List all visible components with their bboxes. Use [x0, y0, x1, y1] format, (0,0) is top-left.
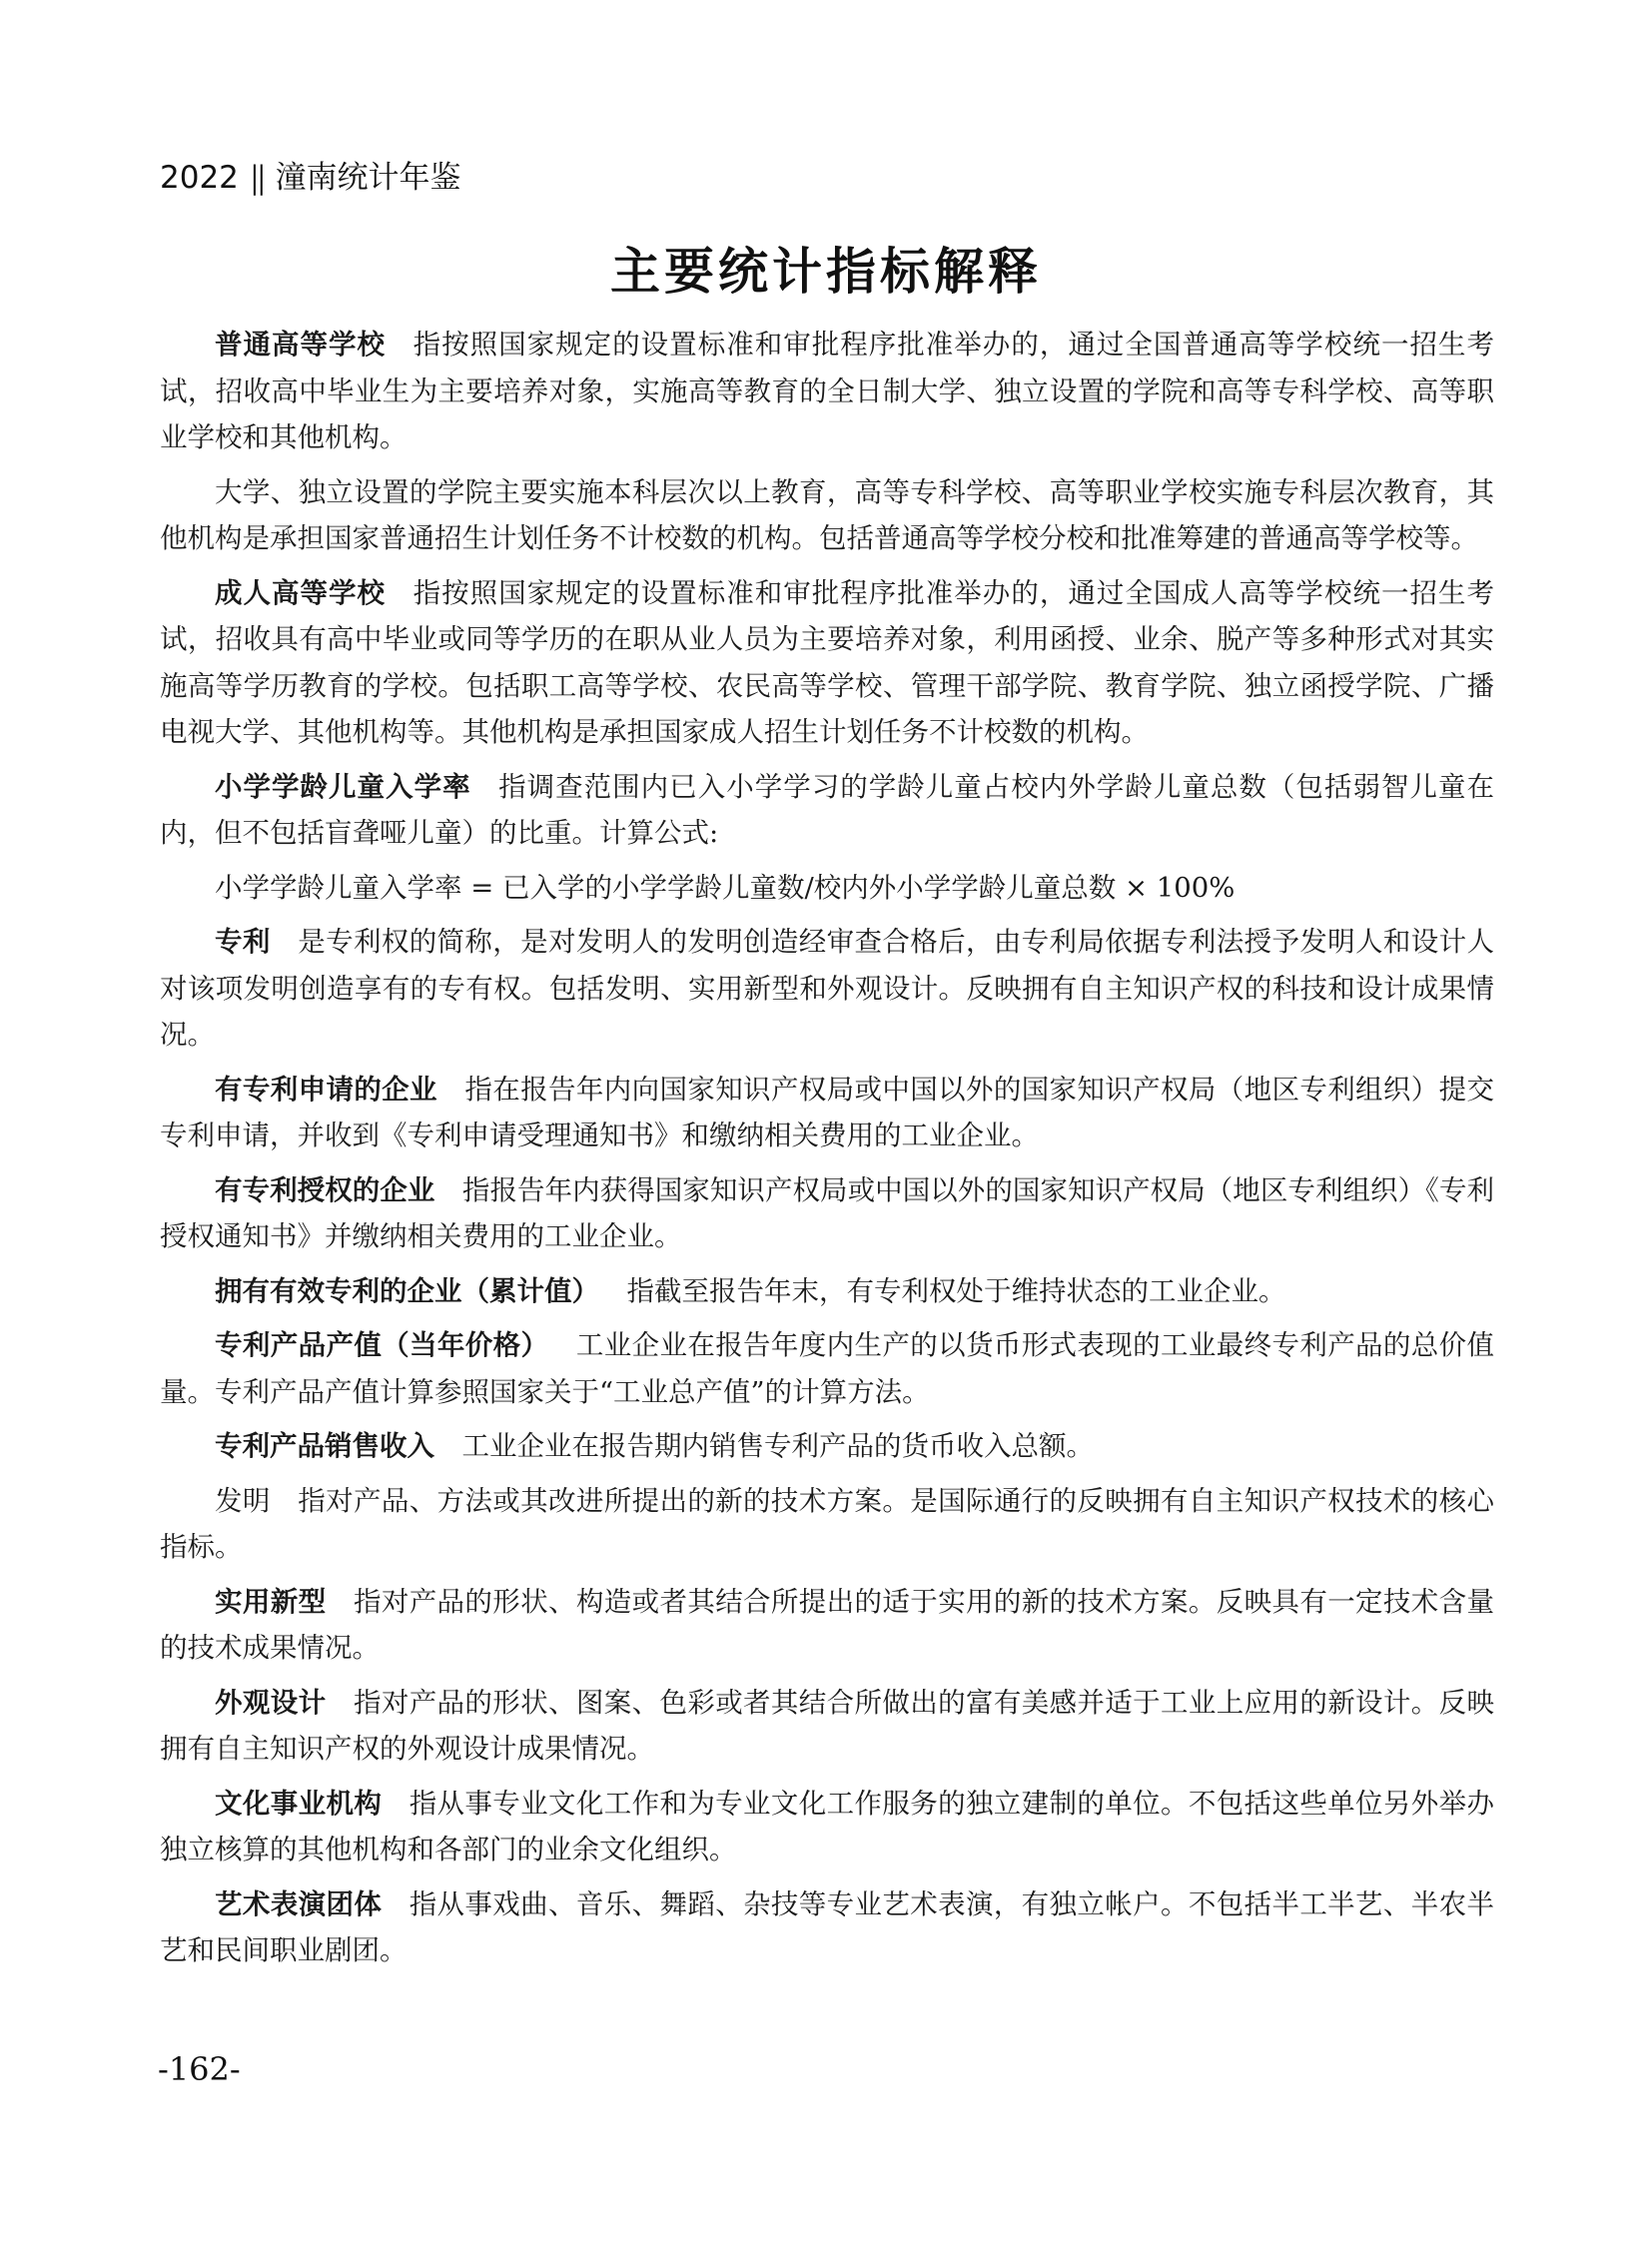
entry-paragraph	[160, 1579, 1494, 1672]
entry-paragraph	[160, 1067, 1494, 1159]
entry-paragraph	[160, 322, 1494, 461]
entry-text: 指在报告年内向国家知识产权局或中国以外的国家知识产权局（地区专利组织）提交专利申请，并收到《专利申请受理通知书》和缴纳相关费用的工业企业。	[160, 1073, 1495, 1151]
entry-term: 有专利申请的企业	[215, 1073, 437, 1106]
entry-term: 实用新型	[215, 1585, 327, 1618]
formula-text: 小学学龄儿童入学率 = 已入学的小学学龄儿童数/校内外小学学龄儿童总数 × 100%	[215, 871, 1236, 904]
entry-text: 是专利权的简称，是对发明人的发明创造经审查合格后，由专利局依据专利法授予发明人和设计人对该项发明创造享有的专有权。包括发明、实用新型和外观设计。反映拥有自主知识产权的科技和设计成果情况。	[160, 926, 1495, 1051]
entry-term: 文化事业机构	[215, 1787, 383, 1820]
body-text	[160, 322, 1494, 1982]
header-year: 2022	[160, 160, 239, 196]
entry-paragraph	[160, 570, 1494, 756]
running-header	[160, 158, 461, 198]
entry-text: 工业企业在报告年度内生产的以货币形式表现的工业最终专利产品的总价值量。专利产品产值计算参照国家关于“工业总产值”的计算方法。	[160, 1329, 1495, 1408]
entry-paragraph	[160, 1478, 1494, 1571]
entry-text: 指对产品、方法或其改进所提出的新的技术方案。是国际通行的反映拥有自主知识产权技术的核心指标。	[160, 1484, 1495, 1563]
entry-term: 发明	[215, 1484, 271, 1517]
entry-paragraph	[160, 1322, 1494, 1415]
entry-paragraph	[160, 764, 1494, 857]
entry-term: 专利产品产值（当年价格）	[215, 1329, 549, 1361]
entry-paragraph	[160, 1881, 1494, 1974]
page-number: -162-	[158, 2050, 241, 2088]
entry-text: 指从事戏曲、音乐、舞蹈、杂技等专业艺术表演，有独立帐户。不包括半工半艺、半农半艺和民间职业剧团。	[160, 1887, 1495, 1966]
entry-term: 拥有有效专利的企业（累计值）	[215, 1274, 599, 1307]
entry-text: 指按照国家规定的设置标准和审批程序批准举办的，通过全国普通高等学校统一招生考试，招收高中毕业生为主要培养对象，实施高等教育的全日制大学、独立设置的学院和高等专科学校、高等职业学校和其他机构。	[160, 329, 1495, 453]
entry-text: 大学、独立设置的学院主要实施本科层次以上教育，高等专科学校、高等职业学校实施专科层次教育，其他机构是承担国家普通招生计划任务不计校数的机构。包括普通高等学校分校和批准筹建的普通高等学校等。	[160, 475, 1494, 554]
entry-term: 专利产品销售收入	[215, 1430, 434, 1462]
entry-paragraph	[160, 469, 1494, 562]
entry-paragraph	[160, 1680, 1494, 1773]
entry-paragraph	[160, 1423, 1494, 1470]
entry-text: 指按照国家规定的设置标准和审批程序批准举办的，通过全国成人高等学校统一招生考试，招收具有高中毕业或同等学历的在职从业人员为主要培养对象，利用函授、业余、脱产等多种形式对其实施高等学历教育的学校。包括职工高等学校、农民高等学校、管理干部学院、教育学院、独立函授学院、广播电视大学、其他机构等。其他机构是承担国家成人招生计划任务不计校数的机构。	[160, 576, 1495, 748]
entry-text: 工业企业在报告期内销售专利产品的货币收入总额。	[461, 1430, 1094, 1462]
entry-text: 指报告年内获得国家知识产权局或中国以外的国家知识产权局（地区专利组织）《专利授权通知书》并缴纳相关费用的工业企业。	[160, 1173, 1495, 1252]
entry-paragraph	[160, 919, 1494, 1059]
entry-paragraph	[160, 1268, 1494, 1315]
entry-term: 小学学龄儿童入学率	[215, 770, 471, 803]
header-publication: 潼南统计年鉴	[275, 160, 461, 196]
entry-term: 有专利授权的企业	[215, 1173, 435, 1206]
entry-term: 专利	[215, 926, 271, 958]
entry-paragraph	[160, 1167, 1494, 1260]
entry-term: 成人高等学校	[215, 576, 387, 609]
page-title: 主要统计指标解释	[610, 243, 1042, 301]
entry-term: 外观设计	[215, 1686, 327, 1719]
entry-term: 普通高等学校	[215, 329, 387, 361]
entry-term: 艺术表演团体	[215, 1887, 383, 1920]
entry-text: 指对产品的形状、图案、色彩或者其结合所做出的富有美感并适于工业上应用的新设计。反映拥有自主知识产权的外观设计成果情况。	[160, 1686, 1495, 1765]
formula-paragraph	[160, 865, 1494, 912]
entry-text: 指调查范围内已入小学学习的学龄儿童占校内外学龄儿童总数（包括弱智儿童在内，但不包括盲聋哑儿童）的比重。计算公式:	[160, 770, 1495, 849]
entry-text: 指从事专业文化工作和为专业文化工作服务的独立建制的单位。不包括这些单位另外举办独立核算的其他机构和各部门的业余文化组织。	[160, 1787, 1495, 1866]
header-separator: ||	[251, 160, 266, 196]
entry-paragraph	[160, 1781, 1494, 1873]
entry-text: 指截至报告年末，有专利权处于维持状态的工业企业。	[626, 1274, 1286, 1307]
entry-text: 指对产品的形状、构造或者其结合所提出的适于实用的新的技术方案。反映具有一定技术含量的技术成果情况。	[160, 1585, 1495, 1664]
